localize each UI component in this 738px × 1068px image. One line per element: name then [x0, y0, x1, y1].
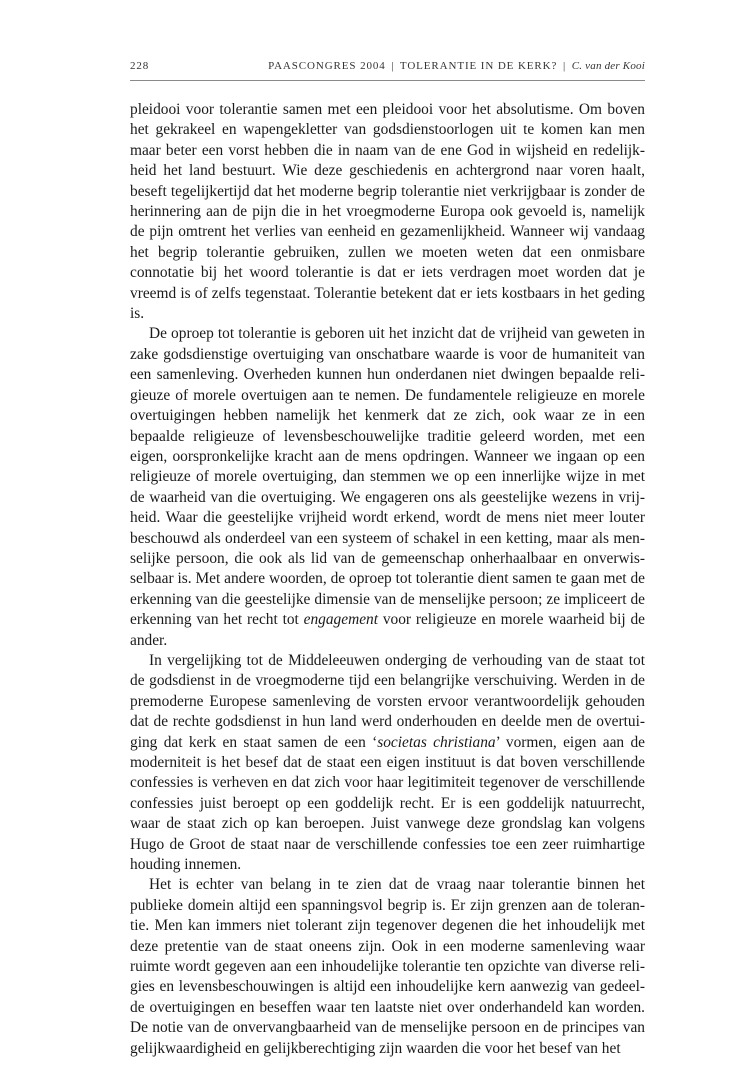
- author-name: C. van der Kooi: [571, 60, 645, 72]
- body-text: [130, 100, 645, 1059]
- paragraph-text: In vergelijking tot de Middeleeuwen onderging de verhouding van de staat tot de godsdienst in de vroegmoderne tijd een belangrijke verschuiving. Werden in de premoderne Europese samenleving de vorsten ervoor verantwoordelijk gehouden dat de rechte godsdienst in hun land werd onderhouden en deelde men de overtuiging dat kerk en staat samen de een ‘: [130, 651, 645, 751]
- paragraph-3: [130, 651, 645, 875]
- article-title: TOLERANTIE IN DE KERK?: [399, 60, 558, 72]
- paragraph-text: voor religieuze en morele waarheid bij de ander.: [130, 611, 646, 649]
- paragraph-text: De oproep tot tolerantie is geboren uit het inzicht dat de vrijheid van geweten in zake godsdienstige overtuiging van onschatbare waarde is voor de humaniteit van een samenleving. Overheden kunnen hun onderdanen niet dwingen bepaalde religieuze of morele overtuigen aan te nemen. De fundamentele religieuze en morele overtuigingen hebben namelijk het kenmerk dat ze zich, ook waar ze in een bepaalde religieuze of levensbeschouwelijke traditie geleerd worden, met een eigen, oorspronkelijke kracht aan de mens opdringen. Wanneer we ingaan op een religieuze of morele overtuiging, dan stemmen we op een innerlijke wijze in met de waarheid van die overtuiging. We engageren ons als geestelijke wezens in vrijheid. Waar die geestelijke vrijheid wordt erkend, wordt de mens niet meer louter beschouwd als onderdeel van een systeem of schakel in een ketting, maar als menselijke persoon, die ook als lid van de gemeenschap onherhaalbaar en onverwisselbaar is. Met andere woorden, de oproep tot tolerantie dient samen te gaan met de erkenning van die geestelijke dimensie van de menselijke persoon; ze impliceert de erkenning van het recht tot: [130, 325, 645, 629]
- journal-title: PAASCONGRES 2004: [268, 60, 386, 72]
- running-header: [130, 60, 645, 76]
- page-number: 228: [130, 60, 150, 72]
- paragraph-text: Het is echter van belang in te zien dat de vraag naar tolerantie binnen het publieke domein altijd een spanningsvol begrip is. Er zijn grenzen aan de tolerantie. Men kan immers niet tolerant zijn tegenover degenen die het inhoudelijk met deze pretentie van de staat oneens zijn. Ook in een moderne samenleving waar ruimte wordt gegeven aan een inhoudelijke tolerantie ten opzichte van diverse religies en levensbeschouwingen is altijd een inhoudelijke kern aanwezig van gedeelde overtuigingen en beseffen waar ten laatste niet over onderhandeld kan worden. De notie van de onvervangbaarheid van de menselijke persoon en de principes van gelijkwaardigheid en gelijkberechtiging zijn waarden die voor het besef van het: [130, 876, 645, 1057]
- paragraph-text: pleidooi voor tolerantie samen met een pleidooi voor het absolutisme. Om boven het gekrakeel en wapengekletter van godsdienstoorlogen uit te komen kan men maar beter een vorst hebben die in naam van de ene God in wijsheid en redelijkheid het land bestuurt. Wie deze geschiedenis en achtergrond naar voren haalt, beseft tegelijkertijd dat het moderne begrip tolerantie niet verkrijgbaar is zonder de herinnering aan de pijn die in het vroegmoderne Europa ook gevoeld is, namelijk de pijn omtrent het verlies van eenheid en gezamenlijkheid. Wanneer wij vandaag het begrip tolerantie gebruiken, zullen we moeten weten dat een onmisbare connotatie bij het woord tolerantie is dat er iets verdragen moet worden dat je vreemd is of zelfs tegenstaat. Tolerantie betekent dat er iets kostbaars in het geding is.: [130, 101, 645, 323]
- paragraph-1: [130, 100, 645, 324]
- running-title: [268, 60, 645, 72]
- header-separator: |: [562, 60, 567, 72]
- paragraph-2: [130, 324, 645, 651]
- paragraph-text: ’ vormen, eigen aan de moderniteit is het besef dat de staat een eigen instituut is dat boven verschillende confessies is verheven en dat zich voor haar legitimiteit tegenover de verschillende confessies juist beroept op een goddelijk recht. Er is een goddelijk natuurrecht, waar de staat zich op kan beroepen. Juist vanwege deze grondslag kan volgens Hugo de Groot de staat naar de verschillende confessies toe een zeer ruimhartige houding innemen.: [130, 733, 645, 874]
- italic-term-societas-christiana: societas christiana: [377, 733, 496, 751]
- paragraph-4: [130, 875, 645, 1059]
- italic-term-engagement: engagement: [303, 611, 379, 629]
- header-separator: |: [391, 60, 395, 72]
- header-divider: [130, 80, 645, 81]
